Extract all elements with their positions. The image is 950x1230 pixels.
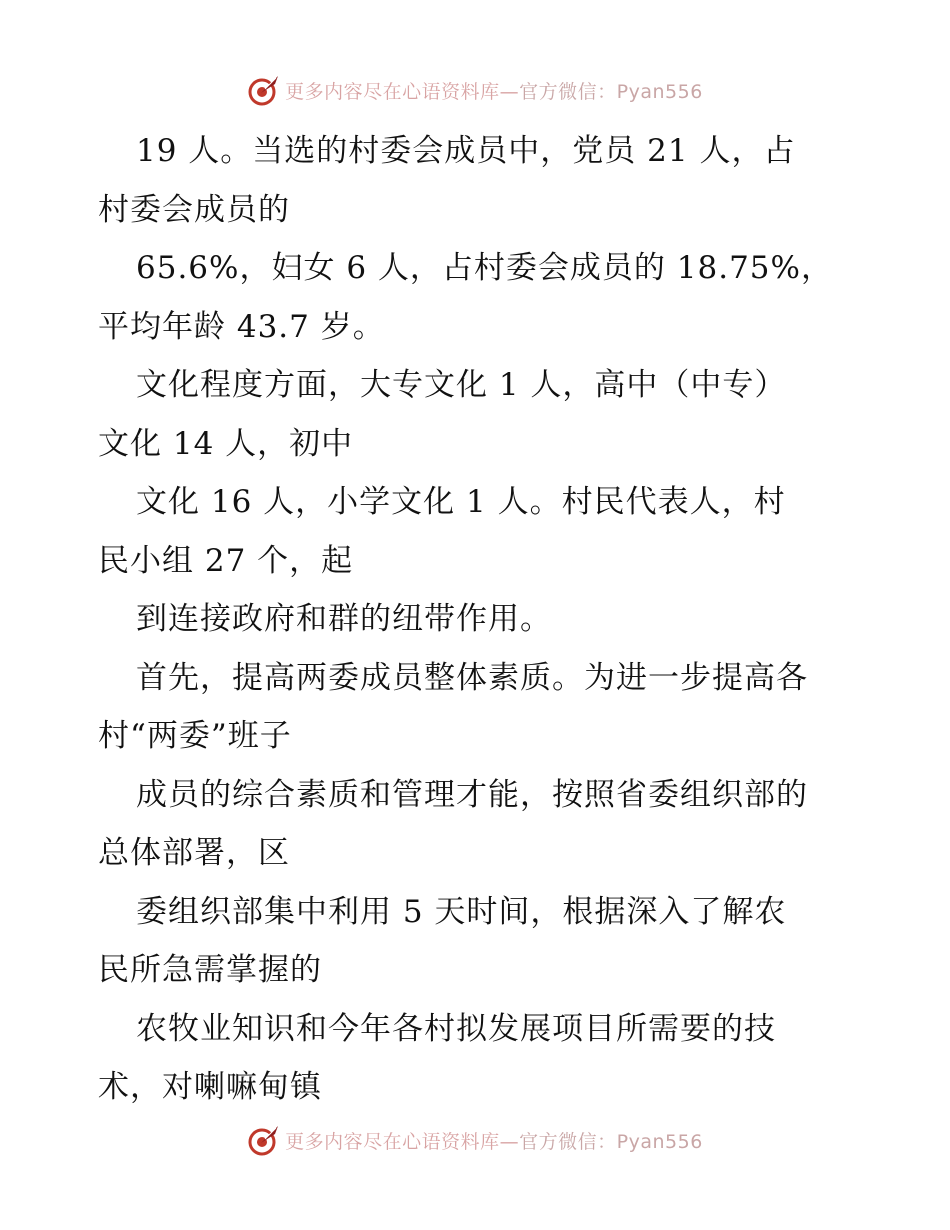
text-line: 平均年龄 43.7 岁。 (98, 308, 385, 345)
text-line: 文化 16 人，小学文化 1 人。村民代表人，村 (136, 484, 786, 520)
text-line: 文化 14 人，初中 (98, 425, 354, 462)
watermark-text: 更多内容尽在心语资料库—官方微信：Pyan556 (285, 1130, 703, 1153)
text-line: 民小组 27 个，起 (98, 542, 354, 579)
quill-logo-icon (247, 73, 281, 107)
text-line: 总体部署，区 (98, 835, 290, 871)
text-line: 65.6%，妇女 6 人，占村委会成员的 18.75%， (136, 250, 833, 286)
text-line: 首先，提高两委成员整体素质。为进一步提高各 (136, 659, 808, 696)
text-line: 文化程度方面，大专文化 1 人，高中（中专） (136, 367, 787, 403)
text-line: 19 人。当选的村委会成员中，党员 21 人，占 (136, 133, 796, 169)
document-body (98, 122, 878, 1117)
text-line: 村委会成员的 (98, 191, 290, 228)
text-line: 术，对喇嘛甸镇 (98, 1069, 322, 1105)
watermark-text: 更多内容尽在心语资料库—官方微信：Pyan556 (285, 80, 703, 103)
text-line: 成员的综合素质和管理才能，按照省委组织部的 (136, 776, 808, 813)
text-line: 到连接政府和群的纽带作用。 (136, 601, 552, 637)
header-watermark (0, 70, 950, 110)
text-line: 村“两委”班子 (98, 718, 292, 754)
quill-logo-icon (247, 1123, 281, 1157)
text-line: 农牧业知识和今年各村拟发展项目所需要的技 (136, 1010, 776, 1047)
text-line: 委组织部集中利用 5 天时间，根据深入了解农 (136, 893, 787, 930)
footer-watermark (0, 1120, 950, 1160)
text-line: 民所急需掌握的 (98, 952, 322, 988)
